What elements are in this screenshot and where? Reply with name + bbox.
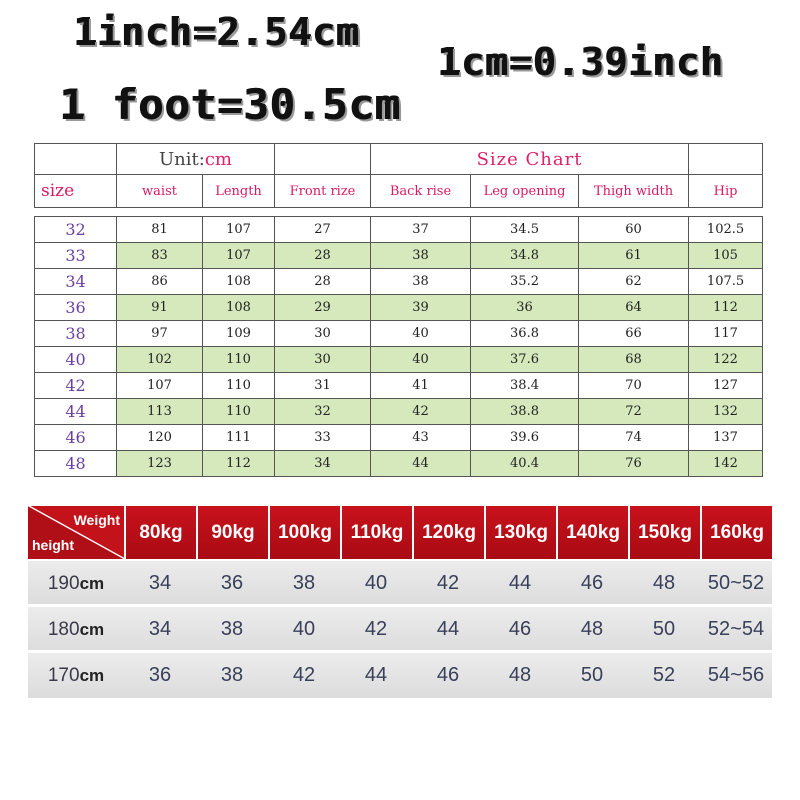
table-cell: 40 bbox=[371, 347, 471, 373]
table-cell: 29 bbox=[275, 295, 371, 321]
table-cell: 30 bbox=[275, 347, 371, 373]
size-value-cell: 48 bbox=[508, 664, 532, 686]
table-row bbox=[35, 425, 763, 451]
table-cell: 62 bbox=[579, 269, 689, 295]
size-value-cell: 54~56 bbox=[707, 664, 765, 686]
size-chart-table bbox=[34, 143, 763, 477]
column-header: Thigh width bbox=[579, 175, 689, 208]
column-header: Length bbox=[203, 175, 275, 208]
size-value-cell: 34 bbox=[148, 572, 172, 594]
table-row bbox=[28, 653, 772, 698]
table-row bbox=[35, 451, 763, 477]
table-cell: 127 bbox=[689, 373, 763, 399]
table-cell: 112 bbox=[689, 295, 763, 321]
size-cell: 33 bbox=[35, 243, 117, 269]
height-cell bbox=[28, 607, 124, 652]
size-value-cell: 38 bbox=[220, 664, 244, 686]
table-cell: 43 bbox=[371, 425, 471, 451]
column-header: waist bbox=[117, 175, 203, 208]
table-cell: 74 bbox=[579, 425, 689, 451]
size-cell: 34 bbox=[35, 269, 117, 295]
weight-header-cell: 100kg bbox=[268, 506, 340, 559]
table-cell: 110 bbox=[203, 399, 275, 425]
table-cell: 110 bbox=[203, 373, 275, 399]
table-cell: 102.5 bbox=[689, 217, 763, 243]
size-value-cell: 44 bbox=[364, 664, 388, 686]
table-cell: 68 bbox=[579, 347, 689, 373]
table-cell: 42 bbox=[371, 399, 471, 425]
table-cell: 37.6 bbox=[471, 347, 579, 373]
header-blank bbox=[275, 144, 371, 175]
column-header: Hip bbox=[689, 175, 763, 208]
height-unit: cm bbox=[79, 665, 105, 685]
table-cell: 120 bbox=[117, 425, 203, 451]
table-cell: 91 bbox=[117, 295, 203, 321]
weight-header-cell: 140kg bbox=[556, 506, 628, 559]
size-cell: 44 bbox=[35, 399, 117, 425]
weight-header-cell: 150kg bbox=[628, 506, 700, 559]
table-cell: 122 bbox=[689, 347, 763, 373]
table-cell: 66 bbox=[579, 321, 689, 347]
unit-value: cm bbox=[204, 148, 232, 170]
table-row bbox=[35, 243, 763, 269]
table-cell: 41 bbox=[371, 373, 471, 399]
table-cell: 108 bbox=[203, 269, 275, 295]
column-header: Leg opening bbox=[471, 175, 579, 208]
height-unit: cm bbox=[79, 573, 105, 593]
table-cell: 38 bbox=[371, 269, 471, 295]
table-cell: 34.8 bbox=[471, 243, 579, 269]
column-header: Back rise bbox=[371, 175, 471, 208]
table-cell: 28 bbox=[275, 269, 371, 295]
table-cell: 31 bbox=[275, 373, 371, 399]
table-cell: 107 bbox=[203, 243, 275, 269]
table-cell: 27 bbox=[275, 217, 371, 243]
table-cell: 60 bbox=[579, 217, 689, 243]
table-cell: 61 bbox=[579, 243, 689, 269]
header-blank bbox=[35, 144, 117, 175]
table-cell: 64 bbox=[579, 295, 689, 321]
table-cell: 109 bbox=[203, 321, 275, 347]
table-cell: 142 bbox=[689, 451, 763, 477]
table-cell: 30 bbox=[275, 321, 371, 347]
height-label: height bbox=[32, 537, 74, 553]
height-value: 170 bbox=[47, 664, 80, 686]
height-value: 190 bbox=[47, 572, 80, 594]
size-cell: 42 bbox=[35, 373, 117, 399]
table-row bbox=[35, 347, 763, 373]
size-chart-spacer bbox=[35, 208, 763, 217]
table-cell: 105 bbox=[689, 243, 763, 269]
weight-header-row bbox=[28, 506, 772, 559]
table-row bbox=[35, 295, 763, 321]
size-cell: 32 bbox=[35, 217, 117, 243]
table-cell: 137 bbox=[689, 425, 763, 451]
table-cell: 38.4 bbox=[471, 373, 579, 399]
table-cell: 81 bbox=[117, 217, 203, 243]
table-row bbox=[28, 607, 772, 652]
table-cell: 123 bbox=[117, 451, 203, 477]
table-cell: 32 bbox=[275, 399, 371, 425]
cm-inch-conversion: 1cm=0.39inch bbox=[438, 40, 725, 84]
size-chart-header-row bbox=[35, 144, 763, 175]
table-cell: 39 bbox=[371, 295, 471, 321]
size-cell: 40 bbox=[35, 347, 117, 373]
unit-label-text: Unit: bbox=[159, 148, 205, 170]
weight-label: Weight bbox=[73, 512, 120, 528]
table-cell: 72 bbox=[579, 399, 689, 425]
size-value-cell: 46 bbox=[508, 618, 532, 640]
table-cell: 35.2 bbox=[471, 269, 579, 295]
size-value-cell: 38 bbox=[292, 572, 316, 594]
size-value-cell: 36 bbox=[220, 572, 244, 594]
table-cell: 36 bbox=[471, 295, 579, 321]
height-value: 180 bbox=[47, 618, 80, 640]
table-cell: 86 bbox=[117, 269, 203, 295]
weight-header-cell: 110kg bbox=[340, 506, 412, 559]
column-header: size bbox=[35, 175, 117, 208]
table-cell: 113 bbox=[117, 399, 203, 425]
size-cell: 48 bbox=[35, 451, 117, 477]
table-row bbox=[35, 373, 763, 399]
size-value-cell: 50~52 bbox=[707, 572, 765, 594]
table-cell: 108 bbox=[203, 295, 275, 321]
table-cell: 38.8 bbox=[471, 399, 579, 425]
size-value-cell: 48 bbox=[652, 572, 676, 594]
table-cell: 36.8 bbox=[471, 321, 579, 347]
size-value-cell: 46 bbox=[580, 572, 604, 594]
size-value-cell: 46 bbox=[436, 664, 460, 686]
inch-cm-conversion: 1inch=2.54cm bbox=[74, 10, 361, 54]
table-row bbox=[35, 321, 763, 347]
size-chart bbox=[34, 143, 762, 477]
table-cell: 33 bbox=[275, 425, 371, 451]
foot-cm-conversion: 1 foot=30.5cm bbox=[60, 80, 402, 129]
table-cell: 111 bbox=[203, 425, 275, 451]
size-value-cell: 50 bbox=[580, 664, 604, 686]
table-cell: 70 bbox=[579, 373, 689, 399]
table-row bbox=[28, 561, 772, 606]
size-value-cell: 42 bbox=[364, 618, 388, 640]
table-cell: 40 bbox=[371, 321, 471, 347]
table-cell: 28 bbox=[275, 243, 371, 269]
size-cell: 38 bbox=[35, 321, 117, 347]
unit-label bbox=[117, 144, 275, 175]
size-value-cell: 42 bbox=[292, 664, 316, 686]
weight-header-cell: 120kg bbox=[412, 506, 484, 559]
size-value-cell: 44 bbox=[436, 618, 460, 640]
table-cell: 97 bbox=[117, 321, 203, 347]
size-value-cell: 40 bbox=[364, 572, 388, 594]
weight-height-corner bbox=[28, 506, 124, 559]
table-cell: 117 bbox=[689, 321, 763, 347]
table-cell: 107.5 bbox=[689, 269, 763, 295]
height-unit: cm bbox=[79, 619, 105, 639]
table-cell: 34 bbox=[275, 451, 371, 477]
table-cell: 112 bbox=[203, 451, 275, 477]
table-cell: 107 bbox=[203, 217, 275, 243]
size-value-cell: 52 bbox=[652, 664, 676, 686]
size-value-cell: 48 bbox=[580, 618, 604, 640]
table-cell: 132 bbox=[689, 399, 763, 425]
size-value-cell: 40 bbox=[292, 618, 316, 640]
size-cell: 36 bbox=[35, 295, 117, 321]
table-cell: 102 bbox=[117, 347, 203, 373]
weight-header-cell: 130kg bbox=[484, 506, 556, 559]
table-row bbox=[35, 217, 763, 243]
size-cell: 46 bbox=[35, 425, 117, 451]
size-value-cell: 50 bbox=[652, 618, 676, 640]
weight-header-cell: 80kg bbox=[124, 506, 196, 559]
size-value-cell: 42 bbox=[436, 572, 460, 594]
weight-header-cell: 90kg bbox=[196, 506, 268, 559]
table-row bbox=[35, 269, 763, 295]
size-value-cell: 34 bbox=[148, 618, 172, 640]
table-cell: 37 bbox=[371, 217, 471, 243]
header-blank bbox=[689, 144, 763, 175]
height-cell bbox=[28, 561, 124, 606]
table-cell: 83 bbox=[117, 243, 203, 269]
height-cell bbox=[28, 653, 124, 698]
size-value-cell: 44 bbox=[508, 572, 532, 594]
table-cell: 38 bbox=[371, 243, 471, 269]
weight-header-cell: 160kg bbox=[700, 506, 772, 559]
table-cell: 34.5 bbox=[471, 217, 579, 243]
size-value-cell: 52~54 bbox=[707, 618, 765, 640]
size-chart-title: Size Chart bbox=[371, 144, 689, 175]
table-cell: 107 bbox=[117, 373, 203, 399]
table-cell: 44 bbox=[371, 451, 471, 477]
table-row bbox=[35, 399, 763, 425]
table-cell: 76 bbox=[579, 451, 689, 477]
size-value-cell: 36 bbox=[148, 664, 172, 686]
weight-height-chart bbox=[28, 506, 772, 698]
size-value-cell: 38 bbox=[220, 618, 244, 640]
table-cell: 110 bbox=[203, 347, 275, 373]
table-cell: 39.6 bbox=[471, 425, 579, 451]
table-cell: 40.4 bbox=[471, 451, 579, 477]
size-chart-column-headers bbox=[35, 175, 763, 208]
column-header: Front rize bbox=[275, 175, 371, 208]
